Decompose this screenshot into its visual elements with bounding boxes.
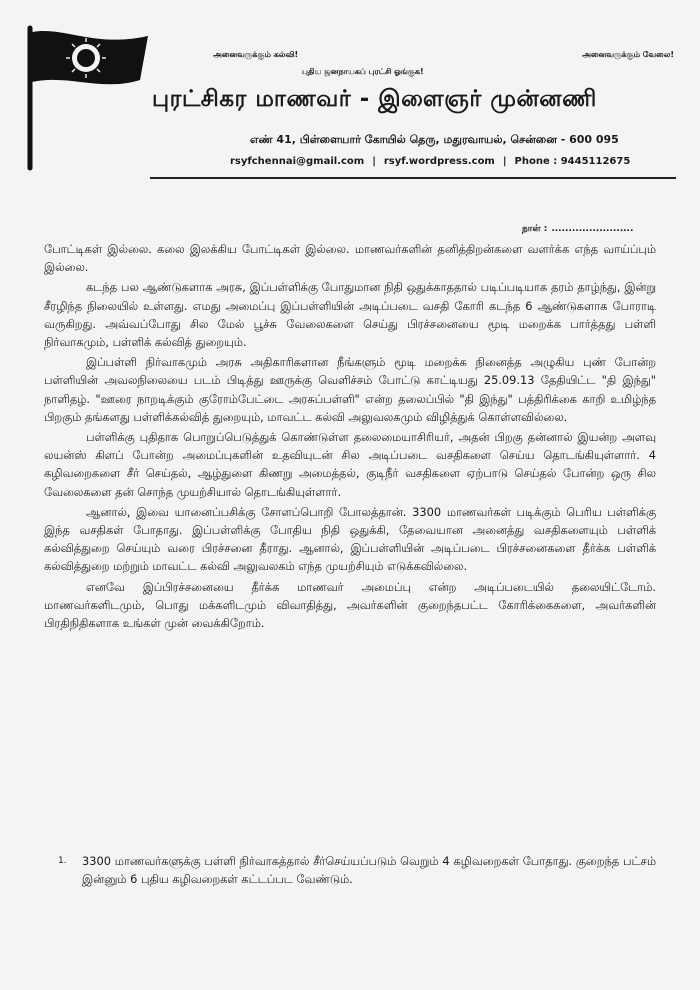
header-rule <box>150 177 676 179</box>
date-line <box>522 224 633 235</box>
organization-name: புரட்சிகர மாணவர் - இளைஞர் முன்னணி <box>152 86 597 112</box>
slogan-center: புதிய ஜனநாயகப் புரட்சி ஓங்குக! <box>302 67 424 76</box>
separator: | <box>502 156 507 167</box>
separator: | <box>372 156 376 167</box>
letter-body <box>44 240 656 634</box>
body-paragraph: ஆனால், இவை யானைப்பசிக்கு சோளப்பொறி போலத்தான். 3300 மாணவர்கள் படிக்கும் பெரிய பள்ளிக்கு இந்த வசதிகள் போதாது. இப்பள்ளிக்கு போதிய நிதி ஒதுக்கி, தேவையான அனைத்து வசதிகளையும் பள்ளிக் கல்வித்துறை செய்யும் வரை பிரச்சனை தீராது. ஆனால், இப்பள்ளியின் அடிப்படை பிரச்சனைகளை தீர்க்க பள்ளிக் கல்வித்துறை மற்றும் மாவட்ட கல்வி அலுவலகம் எந்த முயற்சியும் எடுக்கவில்லை. <box>44 504 656 574</box>
body-paragraph: பள்ளிக்கு புதிதாக பொறுப்பெடுத்துக் கொண்டுள்ள தலைமையாசிரியர், அதன் பிறகு தன்னால் இயன்ற அளவு லயன்ஸ் கிளப் போன்ற அமைப்புகளின் உதவியுடன் சில அடிப்படை வசதிகளை செய்ய தொடங்கியுள்ளார். 4 கழிவறைகளை சீர் செய்தல், ஆழ்துளை கிணறு அமைத்தல், குடிநீர் வசதிகளை ஏற்பாடு செய்தல் போன்ற ஒரு சில வேலைகளை தன் சொந்த முயற்சியால் தொடங்கியுள்ளார். <box>44 430 656 499</box>
email-text: rsyfchennai@gmail.com <box>230 156 365 167</box>
slogan-right: அனைவருக்கும் வேலை! <box>582 50 674 59</box>
demand-number: 1. <box>58 856 67 866</box>
demand-item <box>58 852 656 888</box>
date-label: நாள் : <box>522 224 548 234</box>
body-paragraph: போட்டிகள் இல்லை. கலை இலக்கிய போட்டிகள் இல்லை. மாணவர்களின் தனித்திறன்களை வளர்க்க எந்த வாய்ப்பும் இல்லை. <box>44 242 656 275</box>
website-text: rsyf.wordpress.com <box>383 156 495 167</box>
demand-text: 3300 மாணவர்களுக்கு பள்ளி நிர்வாகத்தால் சீர்செய்யப்படும் வெறும் 4 கழிவறைகள் போதாது. குறைந்த பட்சம் இன்னும் 6 புதிய கழிவறைகள் கட்டப்பட வேண்டும். <box>82 854 656 887</box>
demands-list <box>58 852 656 888</box>
body-paragraph: கடந்த பல ஆண்டுகளாக அரசு, இப்பள்ளிக்கு போதுமான நிதி ஒதுக்காததால் படிப்படியாக தரம் தாழ்ந்து, இன்று சீரழிந்த நிலையில் உள்ளது. எமது அமைப்பு இப்பள்ளியின் அடிப்படை வசதி கோரி கடந்த 6 ஆண்டுகளாக போராடி வருகிறது. அவ்வப்போது சில மேல் பூச்சு வேலைகளை செய்து பிரச்சனையை மூடி மறைக்க பார்த்தது பள்ளி நிர்வாகமும், பள்ளிக் கல்வித் துறையும். <box>44 280 656 350</box>
flag-logo-icon <box>24 22 152 172</box>
slogan-left: அனைவருக்கும் கல்வி! <box>213 50 299 59</box>
body-paragraph: எனவே இப்பிரச்சனையை தீர்க்க மாணவர் அமைப்பு என்ற அடிப்படையில் தலையிட்டோம். மாணவர்களிடமும், பொது மக்களிடமும் விவாதித்து, அவர்களின் குறைந்தபட்ட கோரிக்கைகளை, அவர்களின் பிரதிநிதிகளாக உங்கள் முன் வைக்கிறோம். <box>44 579 656 631</box>
phone-text: Phone : 9445112675 <box>514 156 631 167</box>
date-placeholder: ........................ <box>551 224 634 234</box>
body-paragraph: இப்பள்ளி நிர்வாகமும் அரசு அதிகாரிகளான நீங்களும் மூடி மறைக்க நினைத்த அழுகிய புண் போன்ற பள்ளியின் அவலநிலையை படம் பிடித்து ஊருக்கு வெளிச்சம் போட்டு காட்டியது 25.09.13 தேதியிட்ட "தி இந்து" நாளிதழ். "ஊரை நாறடிக்கும் குரோம்பேட்டை அரசுப்பள்ளி" என்ற தலைப்பில் "தி இந்து" பத்திரிக்கை காறி உமிழ்ந்த பிறகும் தங்களது பள்ளிக்கல்வித் துறையும், மாவட்ட கல்வி அலுவலகமும் விழித்துக் கொள்ளவில்லை. <box>44 355 656 424</box>
organization-address: எண் 41, பிள்ளையார் கோயில் தெரு, மதுரவாயல், சென்னை - 600 095 <box>250 133 619 146</box>
contact-line <box>230 156 630 167</box>
